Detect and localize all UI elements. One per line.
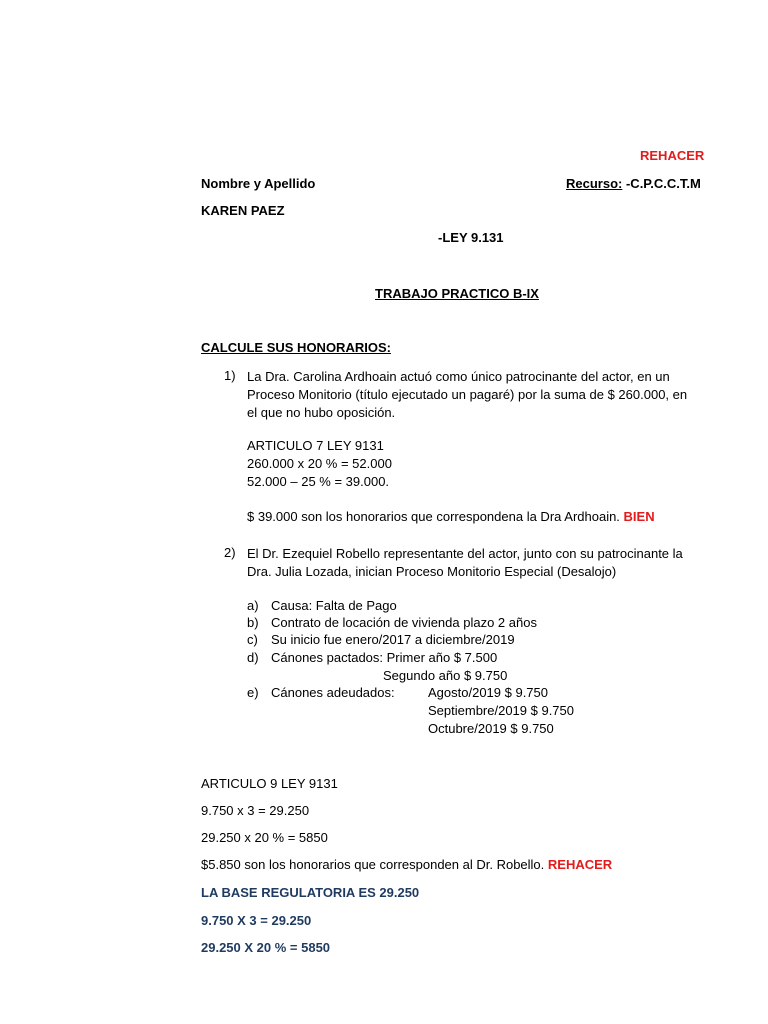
law-reference: -LEY 9.131 xyxy=(438,230,504,245)
recurso-value: -C.P.C.C.T.M xyxy=(622,176,701,191)
exercise-1-calc-2: 52.000 – 25 % = 39.000. xyxy=(247,474,390,489)
list-item-d-text: Cánones pactados: Primer año $ 7.500 xyxy=(271,650,498,665)
correction-calc-2: 29.250 X 20 % = 5850 xyxy=(201,940,331,955)
bien-mark: BIEN xyxy=(623,509,655,524)
list-item-d-mark: d) xyxy=(247,650,259,665)
page-title: TRABAJO PRACTICO B-IX xyxy=(375,286,539,301)
exercise-2-result-line xyxy=(201,857,612,873)
name-label: Nombre y Apellido xyxy=(201,176,316,191)
list-item-e-text: Cánones adeudados: xyxy=(271,685,395,700)
list-item-a-text: Causa: Falta de Pago xyxy=(271,598,397,613)
exercise-1-number: 1) xyxy=(224,368,236,383)
exercise-1-statement: La Dra. Carolina Ardhoain actuó como único patrocinante del actor, en un Proceso Monitorio (título ejecutado un pagaré) por la suma de $ 260.000, en el que no hubo oposición. xyxy=(247,369,688,420)
list-item-c xyxy=(247,632,515,648)
correction-base-regulatoria: LA BASE REGULATORIA ES 29.250 xyxy=(201,885,420,900)
list-item-b xyxy=(247,615,537,631)
list-item-b-mark: b) xyxy=(247,615,259,630)
list-item-e xyxy=(247,685,395,701)
exercise-1-result: $ 39.000 son los honorarios que correspondena la Dra Ardhoain. xyxy=(247,509,620,524)
list-item-c-mark: c) xyxy=(247,632,258,647)
exercise-2-article: ARTICULO 9 LEY 9131 xyxy=(201,776,338,791)
list-item-e-mark: e) xyxy=(247,685,259,700)
exercise-2-calc-1: 9.750 x 3 = 29.250 xyxy=(201,803,310,818)
rehacer-mark: REHACER xyxy=(640,148,705,163)
exercise-1-calc-1: 260.000 x 20 % = 52.000 xyxy=(247,456,392,471)
exercise-2-result: $5.850 son los honorarios que corresponden al Dr. Robello. xyxy=(201,857,545,872)
adeudado-octubre: Octubre/2019 $ 9.750 xyxy=(428,721,554,736)
correction-calc-1: 9.750 X 3 = 29.250 xyxy=(201,913,312,928)
recurso-line xyxy=(566,176,701,192)
adeudado-septiembre: Septiembre/2019 $ 9.750 xyxy=(428,703,574,718)
list-item-b-text: Contrato de locación de vivienda plazo 2 años xyxy=(271,615,537,630)
exercise-2-statement: El Dr. Ezequiel Robello representante del actor, junto con su patrocinante la Dra. Julia Lozada, inician Proceso Monitorio Especial (Desalojo) xyxy=(247,546,683,579)
exercise-1-article: ARTICULO 7 LEY 9131 xyxy=(247,438,384,453)
exercise-1-result-line xyxy=(247,509,655,525)
exercise-2-number: 2) xyxy=(224,545,236,560)
recurso-label: Recurso: xyxy=(566,176,623,191)
list-item-a xyxy=(247,598,397,614)
student-name: KAREN PAEZ xyxy=(201,203,285,218)
list-item-d-second-year: Segundo año $ 9.750 xyxy=(383,668,508,683)
section-heading: CALCULE SUS HONORARIOS: xyxy=(201,340,391,355)
list-item-d xyxy=(247,650,497,666)
list-item-c-text: Su inicio fue enero/2017 a diciembre/2019 xyxy=(271,632,515,647)
adeudado-agosto: Agosto/2019 $ 9.750 xyxy=(428,685,548,700)
rehacer-correction-mark: REHACER xyxy=(547,857,613,872)
list-item-a-mark: a) xyxy=(247,598,259,613)
exercise-2-calc-2: 29.250 x 20 % = 5850 xyxy=(201,830,328,845)
